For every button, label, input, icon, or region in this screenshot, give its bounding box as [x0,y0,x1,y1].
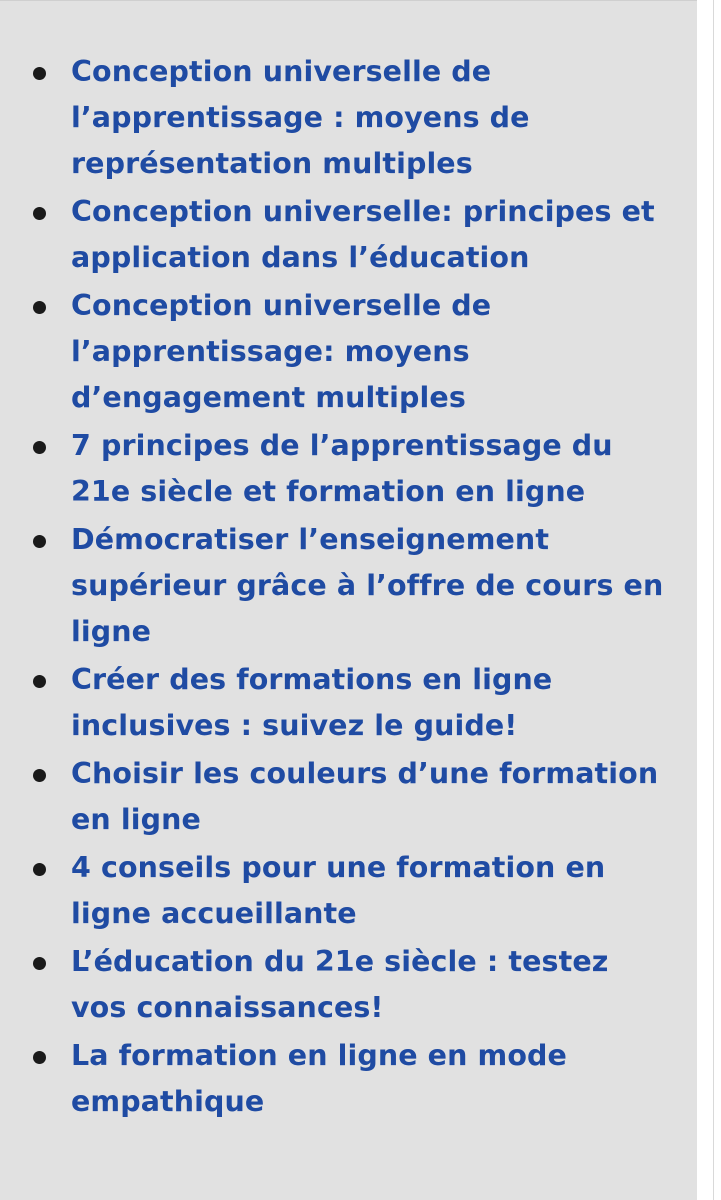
bullet-icon [33,301,46,314]
bullet-icon [33,769,46,782]
list-item [0,423,697,515]
list-item [0,49,697,187]
bullet-icon [33,441,46,454]
related-articles-list [0,49,697,1127]
article-link[interactable]: Créer des formations en ligne inclusives : suivez le guide! [71,663,553,742]
list-item [0,751,697,843]
article-link[interactable]: 7 principes de l’apprentissage du 21e siècle et formation en ligne [71,429,613,508]
bullet-icon [33,207,46,220]
bullet-icon [33,535,46,548]
article-link[interactable]: Démocratiser l’enseignement supérieur grâce à l’offre de cours en ligne [71,523,664,648]
article-link[interactable]: L’éducation du 21e siècle : testez vos connaissances! [71,945,609,1024]
page-margin [697,0,721,1200]
article-link[interactable]: Choisir les couleurs d’une formation en ligne [71,757,659,836]
list-item [0,517,697,655]
list-item [0,1033,697,1125]
list-item [0,657,697,749]
list-item [0,939,697,1031]
article-link[interactable]: Conception universelle de l’apprentissage: moyens d’engagement multiples [71,289,492,414]
list-item [0,283,697,421]
bullet-icon [33,957,46,970]
article-link[interactable]: 4 conseils pour une formation en ligne accueillante [71,851,606,930]
bullet-icon [33,1051,46,1064]
bullet-icon [33,67,46,80]
divider [713,0,714,1200]
article-link[interactable]: Conception universelle de l’apprentissage : moyens de représentation multiples [71,55,530,180]
article-link[interactable]: Conception universelle: principes et application dans l’éducation [71,195,655,274]
list-item [0,845,697,937]
article-link[interactable]: La formation en ligne en mode empathique [71,1039,567,1118]
bullet-icon [33,675,46,688]
bullet-icon [33,863,46,876]
list-item [0,189,697,281]
